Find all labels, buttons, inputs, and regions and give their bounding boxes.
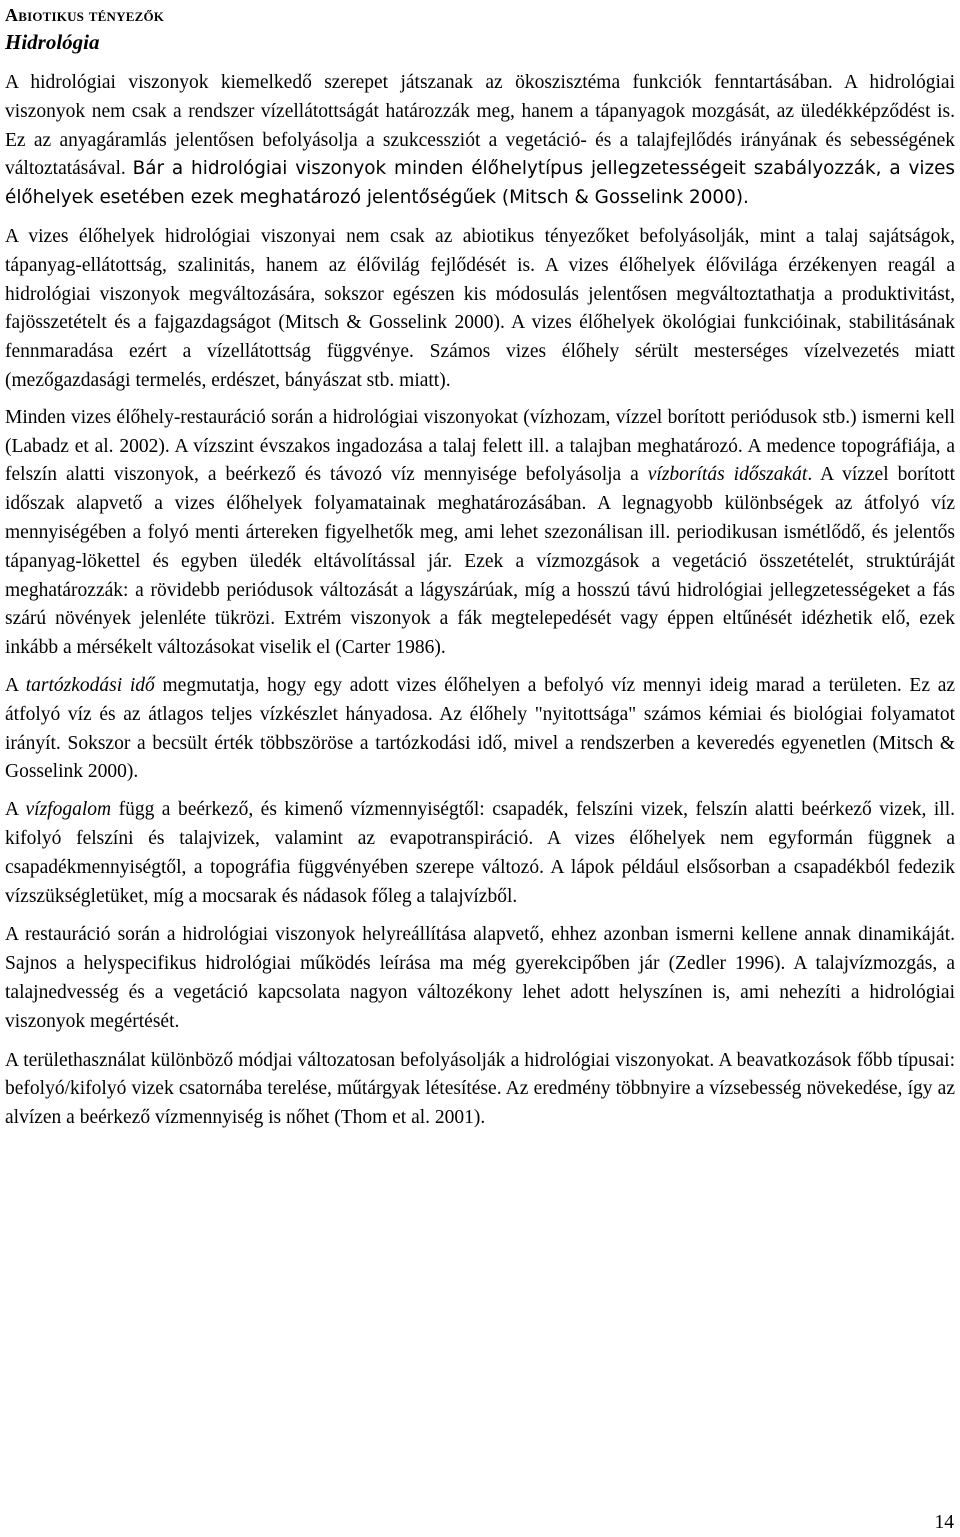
paragraph-7: A területhasználat különböző módjai változatosan befolyásolják a hidrológiai viszonyokat. A beavatkozások főbb típusai: befolyó/kifolyó vizek csatornába terelése, műtárgyak létesítése. Az eredmény többnyire a vízsebesség növekedése, így az alvízen a beérkező vízmennyiség is nőhet (Thom et al. 2001). [5,1049,955,1129]
paragraph-3-emphasis: vízborítás időszakát [647,464,808,486]
section-title: Abiotikus tényezők [5,5,165,25]
paragraph-4 [5,672,955,787]
document-page [5,0,955,1133]
paragraph-1-part-b: Bár a hidrológiai viszonyok minden élőhelytípus jellegzetességeit szabályozzák, a vizes élőhelyek esetében ezek meghatározó jelentőségűek (Mitsch & Gosselink 2000). [5,158,955,209]
paragraph-4-emphasis: tartózkodási idő [25,674,155,696]
paragraph-3 [5,404,955,663]
page-number: 14 [934,1512,954,1533]
paragraph-1 [5,69,955,213]
paragraph-5-part-b: függ a beérkező, és kimenő vízmennyiségtől: csapadék, felszíni vizek, felszín alatti beérkező vizek, ill. kifolyó felszíni és talajvizek, valamint az evapotranspiráció. A vizes élőhelyek nem egyformán függnek a csapadékmennyiségtől, a topográfia függvényében szerepe változó. A lápok például elsősorban a csapadékból fedezik vízszükségletüket, míg a mocsarak és nádasok főleg a talajvízből. [5,799,955,907]
paragraph-6: A restauráció során a hidrológiai viszonyok helyreállítása alapvető, ehhez azonban ismerni kellene annak dinamikáját. Sajnos a helyspecifikus hidrológiai működés leírása ma még gyerekcipőben jár (Zedler 1996). A talajvízmozgás, a talajnedvesség és a vegetáció kapcsolata nagyon változékony lehet adott helyszínen is, ami nehezíti a hidrológiai viszonyok megértését. [5,924,955,1032]
paragraph-2: A vizes élőhelyek hidrológiai viszonyai nem csak az abiotikus tényezőket befolyásolják, mint a talaj sajátságok, tápanyag-ellátottság, szalinitás, hanem az élővilág fejlődését is. A vizes élőhelyek élővilága érzékenyen reagál a hidrológiai viszonyok megváltozására, sokszor egészen kis módosulás jelentősen megváltoztathatja a produktivitást, fajösszetételt és a fajgazdagságot (Mitsch & Gosselink 2000). A vizes élőhelyek ökológiai funkcióinak, stabilitásának fennmaradása ezért a vízellátottság függvénye. Számos vizes élőhely sérült mesterséges vízelvezetés miatt (mezőgazdasági termelés, erdészet, bányászat stb. miatt). [5,225,955,391]
subsection-title: Hidrológia [5,30,100,54]
paragraph-3-part-a: Minden vizes élőhely-restauráció során a hidrológiai viszonyokat (vízhozam, vízzel borított periódusok stb.) ismerni kell (Labadz et al. 2002). A vízszint évszakos ingadozása a talaj felett ill. a talajban meghatározó. A medence topográfiája, a felszín alatti viszonyok, a beérkező és távozó víz mennyisége befolyásolja a [5,406,955,486]
paragraph-3-part-b: . A vízzel borított időszak alapvető a vizes élőhelyek folyamatainak meghatározásában. A legnagyobb különbségek az átfolyó víz mennyiségében a folyó menti ártereken figyelhetők meg, ami lehet szezonálisan ill. periodikusan ismétlődő, és jelentős tápanyag-lökettel és egyben üledék eltávolítással jár. Ezek a vízmozgások a vegetáció összetételét, struktúráját meghatározzák: a rövidebb periódusok változását a lágyszárúak, míg a hosszú távú hidrológiai jellegzetességeket a fás szárú növények jelenléte tükrözi. Extrém viszonyok a fák megtelepedését vagy éppen eltűnését idézhetik elő, ezek inkább a mérsékelt változásokat viselik el (Carter 1986). [5,464,955,659]
paragraph-4-part-b: megmutatja, hogy egy adott vizes élőhelyen a befolyó víz mennyi ideig marad a területen. Ez az átfolyó víz és az átlagos teljes vízkészlet hányadosa. Az élőhely "nyitottsága" számos kémiai és biológiai folyamatot irányít. Sokszor a becsült érték többszöröse a tartózkodási idő, mivel a rendszerben a keveredés egyenetlen (Mitsch & Gosselink 2000). [5,674,956,783]
paragraph-4-part-a: A [5,674,26,696]
paragraph-5 [5,796,955,911]
paragraph-5-part-a: A [5,799,26,821]
paragraph-5-emphasis: vízfogalom [25,799,112,821]
paragraph-1-part-a: A hidrológiai viszonyok kiemelkedő szerepet játszanak az ökoszisztéma funkciók fenntartásában. A hidrológiai viszonyok nem csak a rendszer vízellátottságát határozzák meg, hanem a tápanyagok mozgását, az üledékképződést is. Ez az anyagáramlás jelentősen befolyásolja a szukcessziót a vegetáció- és a talajfejlődés irányának és sebességének változtatásával. [5,72,955,180]
